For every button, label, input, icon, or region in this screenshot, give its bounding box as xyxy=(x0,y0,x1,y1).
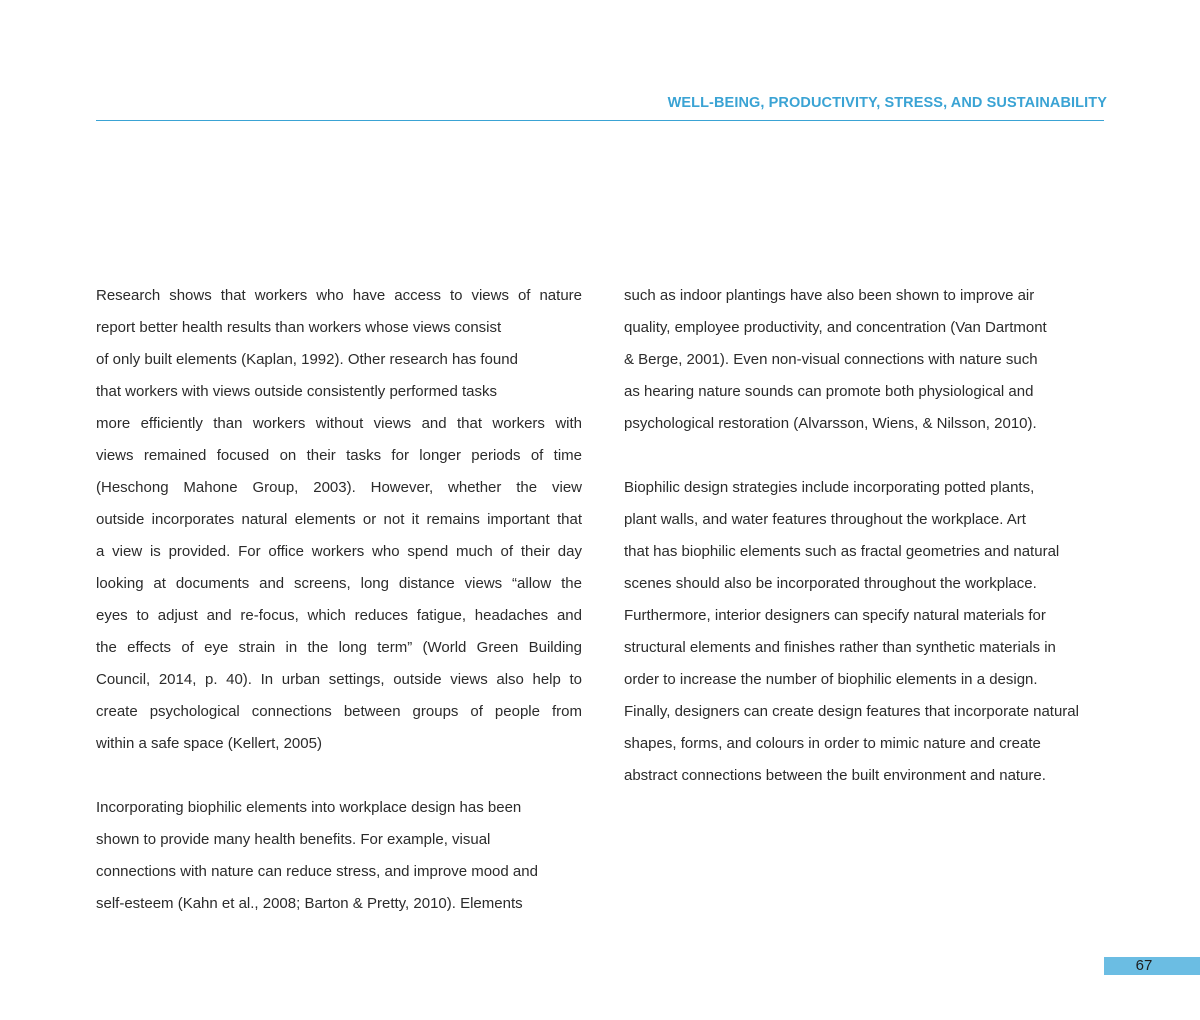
text-line: views remained focused on their tasks for longer periods of time xyxy=(96,447,582,464)
text-line: abstract connections between the built environment and nature. xyxy=(624,767,1046,784)
text-line: self-esteem (Kahn et al., 2008; Barton & Pretty, 2010). Elements xyxy=(96,895,523,912)
text-line: such as indoor plantings have also been shown to improve air xyxy=(624,287,1035,304)
page-number: 67 xyxy=(1135,957,1153,974)
text-line: as hearing nature sounds can promote both physiological and xyxy=(624,383,1034,400)
text-line: Furthermore, interior designers can specify natural materials for xyxy=(624,607,1046,624)
text-line: scenes should also be incorporated throughout the workplace. xyxy=(624,575,1037,592)
left-column xyxy=(96,280,582,920)
text-line: (Heschong Mahone Group, 2003). However, whether the view xyxy=(96,479,582,496)
text-line: Biophilic design strategies include incorporating potted plants, xyxy=(624,479,1035,496)
text-line: Finally, designers can create design features that incorporate natural xyxy=(624,703,1079,720)
text-line: eyes to adjust and re-focus, which reduces fatigue, headaches and xyxy=(96,607,582,624)
text-line: psychological restoration (Alvarsson, Wiens, & Nilsson, 2010). xyxy=(624,415,1037,432)
text-line: outside incorporates natural elements or not it remains important that xyxy=(96,511,582,528)
paragraph-gap xyxy=(624,440,1110,472)
text-line: Research shows that workers who have access to views of nature xyxy=(96,287,582,304)
text-line: of only built elements (Kaplan, 1992). Other research has found xyxy=(96,351,518,368)
paragraph-gap xyxy=(96,760,582,792)
text-line: looking at documents and screens, long distance views “allow the xyxy=(96,575,582,592)
running-header-title: WELL-BEING, PRODUCTIVITY, STRESS, AND SUSTAINABILITY xyxy=(667,95,1107,111)
text-line: Incorporating biophilic elements into workplace design has been xyxy=(96,799,522,816)
text-line: shown to provide many health benefits. For example, visual xyxy=(96,831,491,848)
text-line: shapes, forms, and colours in order to mimic nature and create xyxy=(624,735,1041,752)
text-line: Council, 2014, p. 40). In urban settings, outside views also help to xyxy=(96,671,582,688)
text-line: connections with nature can reduce stress, and improve mood and xyxy=(96,863,538,880)
text-line: the effects of eye strain in the long term” (World Green Building xyxy=(96,639,582,656)
right-column xyxy=(624,280,1110,792)
text-line: create psychological connections between groups of people from xyxy=(96,703,582,720)
text-line: plant walls, and water features throughout the workplace. Art xyxy=(624,511,1026,528)
text-line: report better health results than workers whose views consist xyxy=(96,319,502,336)
text-line: order to increase the number of biophilic elements in a design. xyxy=(624,671,1038,688)
text-line: more efficiently than workers without views and that workers with xyxy=(96,415,582,432)
text-line: that has biophilic elements such as fractal geometries and natural xyxy=(624,543,1060,560)
text-line: structural elements and finishes rather than synthetic materials in xyxy=(624,639,1056,656)
text-line: & Berge, 2001). Even non-visual connections with nature such xyxy=(624,351,1038,368)
text-line: a view is provided. For office workers who spend much of their day xyxy=(96,543,582,560)
header-rule xyxy=(96,120,1104,121)
text-line: that workers with views outside consistently performed tasks xyxy=(96,383,497,400)
text-line: quality, employee productivity, and concentration (Van Dartmont xyxy=(624,319,1047,336)
text-line: within a safe space (Kellert, 2005) xyxy=(96,735,322,752)
